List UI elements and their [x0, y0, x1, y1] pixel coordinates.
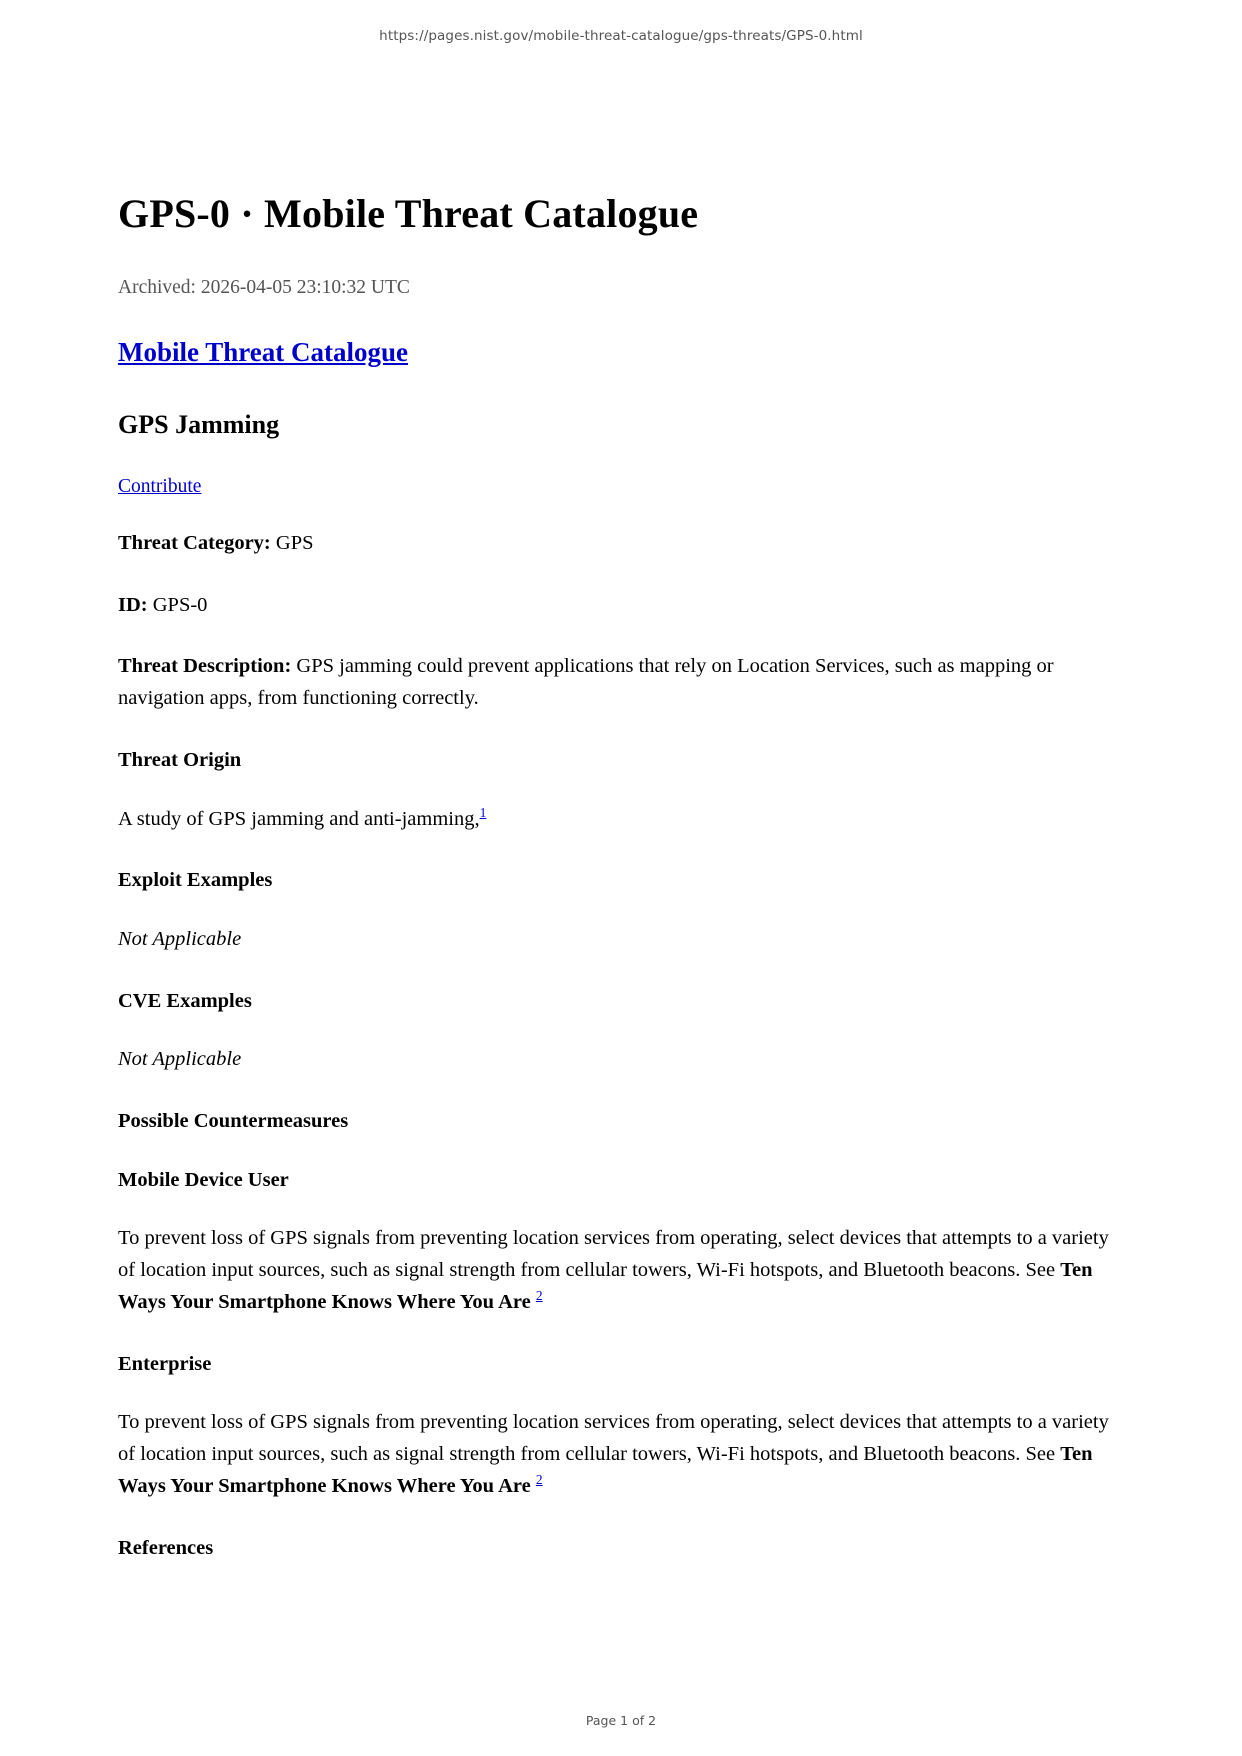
- document-content: [118, 190, 1124, 1561]
- field-threat-category-value: GPS: [275, 531, 314, 554]
- mobile-device-user-reference-title: Ten Ways Your Smartphone Knows Where You Are: [118, 1259, 1093, 1314]
- page-title: GPS-0 · Mobile Threat Catalogue: [118, 191, 699, 236]
- field-id: [118, 590, 1124, 622]
- cve-examples-text: Not Applicable: [118, 1048, 242, 1071]
- field-id-label: ID:: [118, 593, 148, 616]
- field-threat-category-label: Threat Category:: [118, 531, 271, 554]
- sub-heading-exploit-examples: Exploit Examples: [118, 869, 273, 892]
- sub-heading-threat-origin: Threat Origin: [118, 748, 242, 771]
- sub-heading-possible-countermeasures: Possible Countermeasures: [118, 1110, 349, 1133]
- footnote-ref-1-link[interactable]: 1: [479, 804, 487, 820]
- exploit-examples-text: Not Applicable: [118, 928, 242, 951]
- field-threat-category: [118, 528, 1124, 560]
- footnote-ref-2a-link[interactable]: 2: [535, 1288, 543, 1304]
- threat-description-label: Threat Description:: [118, 655, 292, 678]
- contribute-link[interactable]: Contribute: [118, 475, 202, 497]
- enterprise-sentence: To prevent loss of GPS signals from preventing location services from operating, select devices that attempts to a variety of location input sources, such as signal strength from cellular towers, Wi-Fi hotspots, and Bluetooth beacons. See: [118, 1411, 1109, 1466]
- threat-origin-sentence: A study of GPS jamming and anti-jamming,: [118, 807, 480, 830]
- page-footer-pager: Page 1 of 2: [585, 1713, 657, 1728]
- footnote-ref-2b[interactable]: [536, 1472, 543, 1487]
- sub-heading-cve-examples: CVE Examples: [118, 989, 252, 1012]
- page-header-url: https://pages.nist.gov/mobile-threat-catalogue/gps-threats/GPS-0.html: [379, 28, 863, 44]
- threat-description-text: GPS jamming could prevent applications that rely on Location Services, such as mapping or navigation apps, from functioning correctly.: [118, 655, 1054, 710]
- archived-timestamp: Archived: 2026-04-05 23:10:32 UTC: [118, 277, 410, 298]
- footnote-ref-2a[interactable]: [536, 1288, 543, 1303]
- field-id-value: GPS-0: [152, 593, 208, 616]
- threat-description: [118, 651, 1124, 715]
- mobile-device-user-sentence: To prevent loss of GPS signals from preventing location services from operating, select devices that attempts to a variety of location input sources, such as signal strength from cellular towers, Wi-Fi hotspots, and Bluetooth beacons. See: [118, 1227, 1109, 1282]
- sub-heading-references: References: [118, 1536, 214, 1559]
- enterprise-text: [118, 1407, 1124, 1502]
- sub-heading-enterprise: Enterprise: [118, 1352, 212, 1375]
- footnote-ref-1[interactable]: [480, 805, 487, 820]
- sub-heading-mobile-device-user: Mobile Device User: [118, 1168, 289, 1191]
- footnote-ref-2b-link[interactable]: 2: [535, 1472, 543, 1488]
- mobile-threat-catalogue-link[interactable]: Mobile Threat Catalogue: [118, 337, 408, 368]
- threat-origin-text: [118, 804, 1124, 836]
- mobile-device-user-text: [118, 1223, 1124, 1318]
- enterprise-reference-title: Ten Ways Your Smartphone Knows Where You Are: [118, 1443, 1093, 1497]
- section-heading-gps-jamming: GPS Jamming: [118, 409, 280, 439]
